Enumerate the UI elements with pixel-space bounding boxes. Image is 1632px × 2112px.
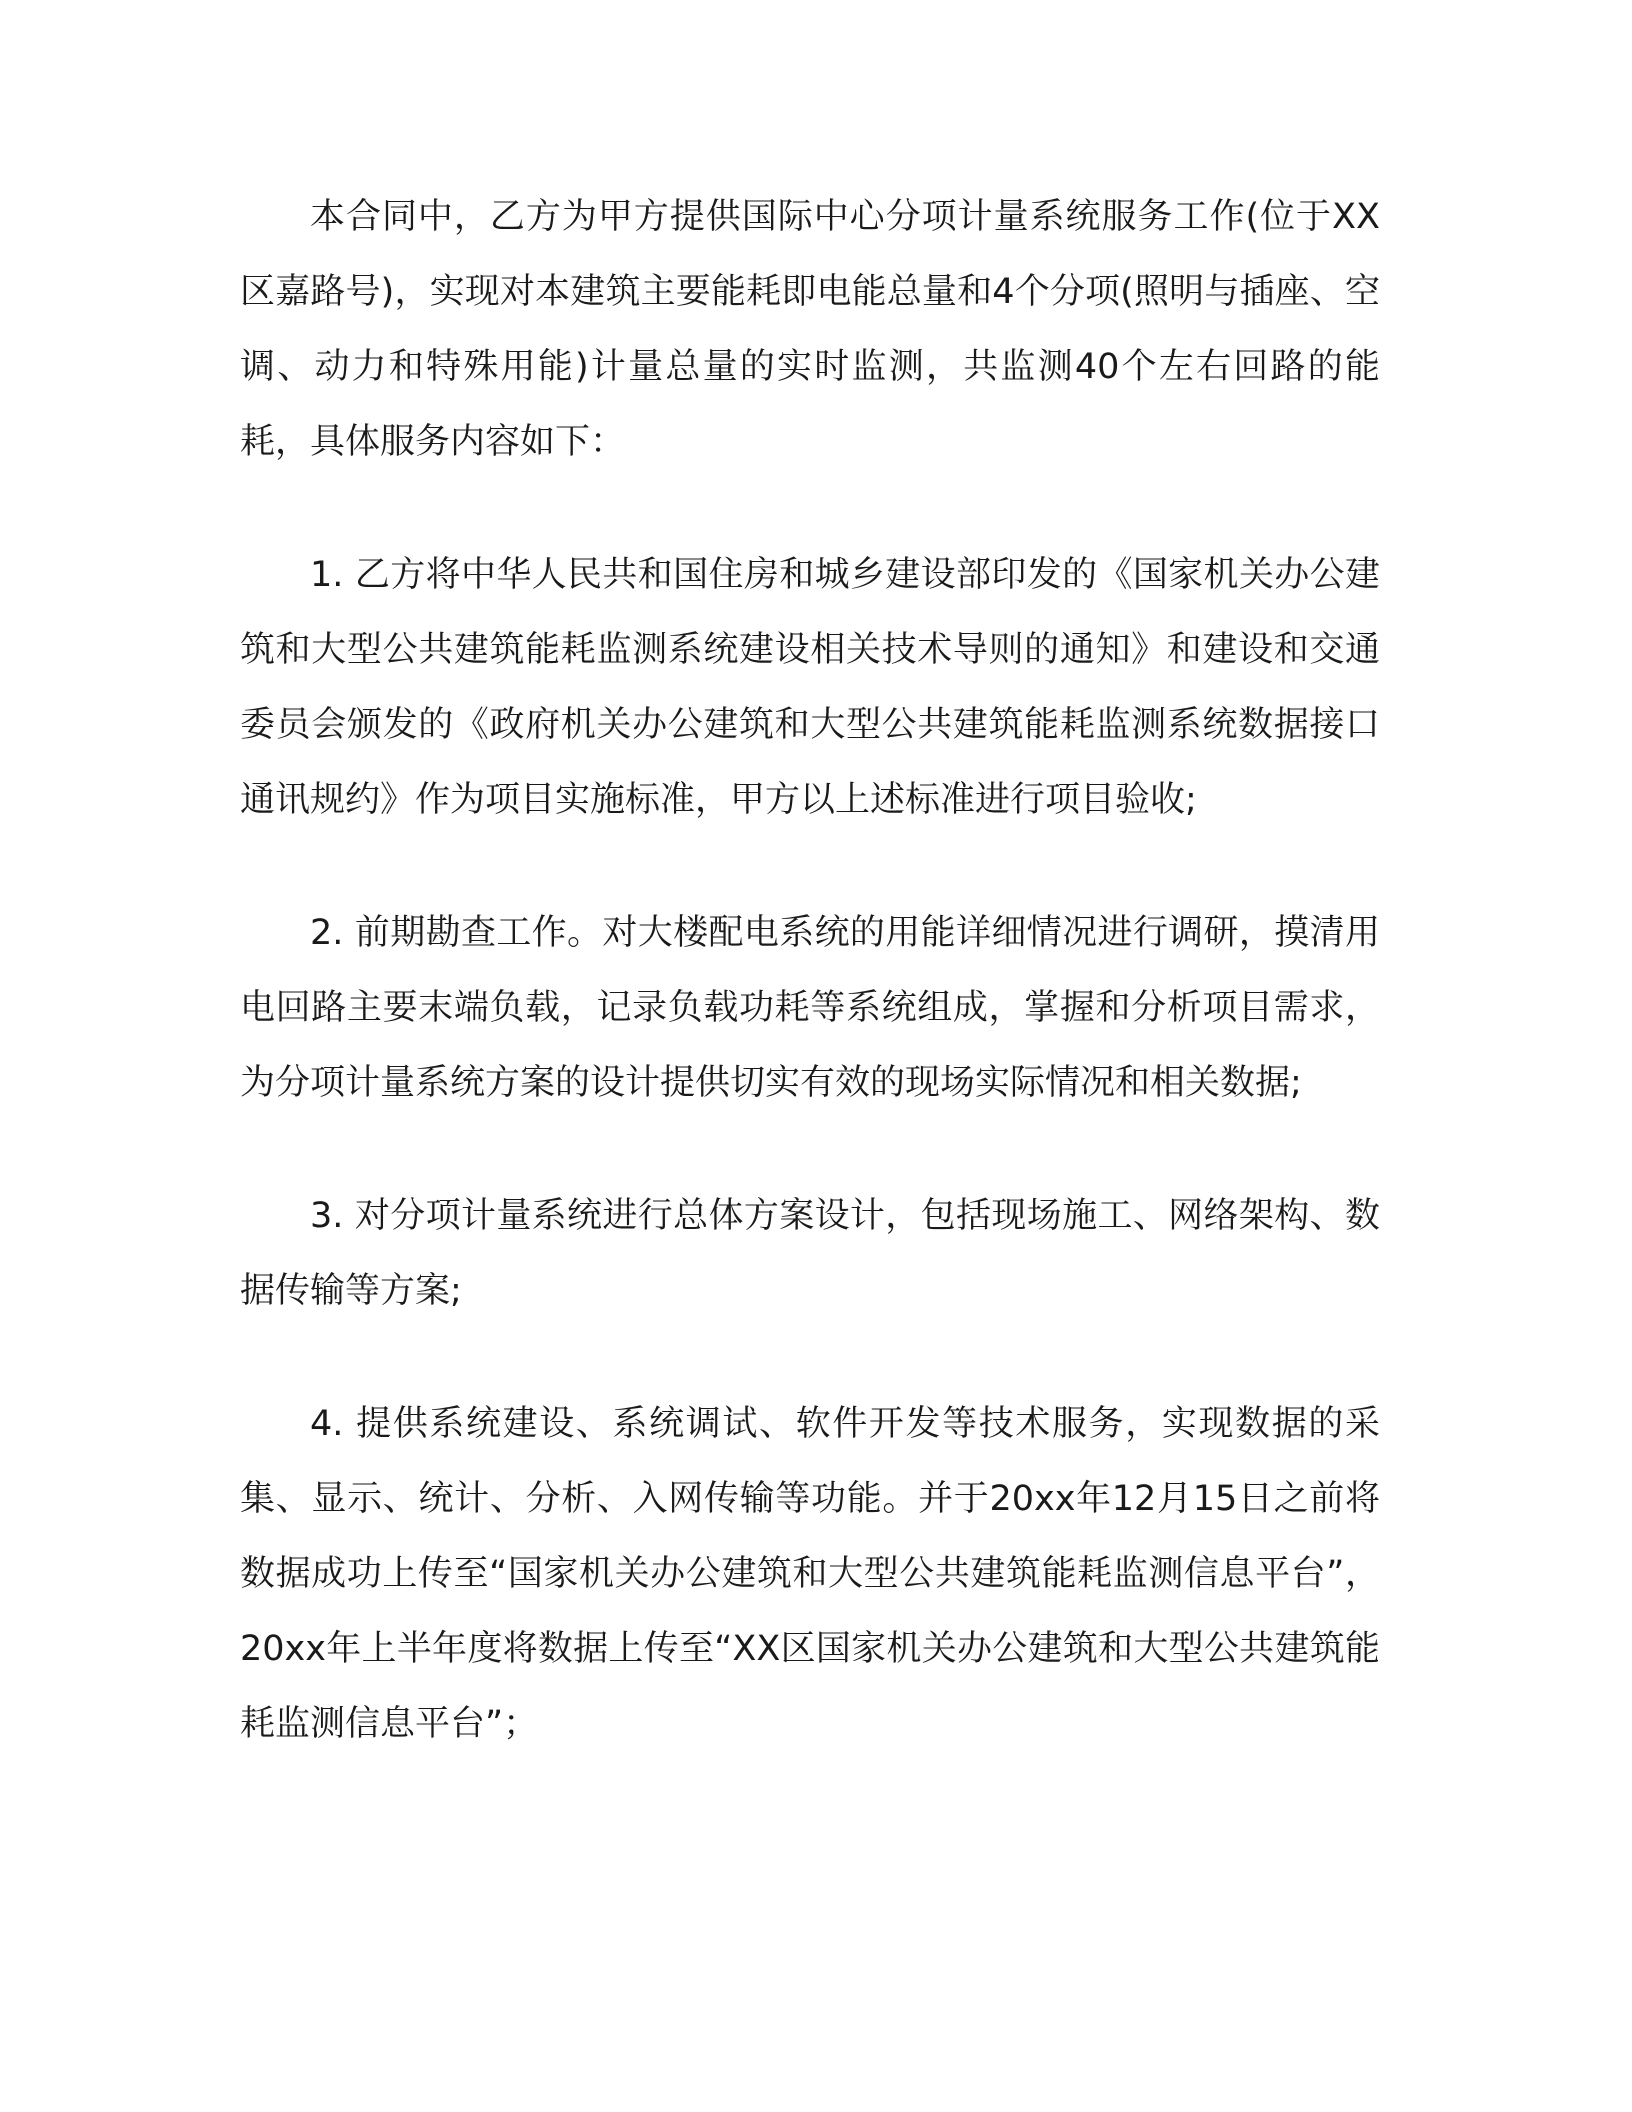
document-body [240,180,1380,1820]
clause-4-paragraph: 4. 提供系统建设、系统调试、软件开发等技术服务，实现数据的采集、显示、统计、分析、入网传输等功能。并于20xx年12月15日之前将数据成功上传至“国家机关办公建筑和大型公共建筑能耗监测信息平台”，20xx年上半年度将数据上传至“XX区国家机关办公建筑和大型公共建筑能耗监测信息平台”； [240,1404,1380,1744]
intro-paragraph: 本合同中，乙方为甲方提供国际中心分项计量系统服务工作(位于XX区嘉路号)，实现对本建筑主要能耗即电能总量和4个分项(照明与插座、空调、动力和特殊用能)计量总量的实时监测，共监测40个左右回路的能耗，具体服务内容如下： [240,197,1380,462]
clause-1-paragraph: 1. 乙方将中华人民共和国住房和城乡建设部印发的《国家机关办公建筑和大型公共建筑能耗监测系统建设相关技术导则的通知》和建设和交通委员会颁发的《政府机关办公建筑和大型公共建筑能耗监测系统数据接口通讯规约》作为项目实施标准，甲方以上述标准进行项目验收; [240,555,1380,820]
clause-3-paragraph: 3. 对分项计量系统进行总体方案设计，包括现场施工、网络架构、数据传输等方案; [240,1196,1380,1311]
clause-2-paragraph: 2. 前期勘查工作。对大楼配电系统的用能详细情况进行调研，摸清用电回路主要末端负载，记录负载功耗等系统组成，掌握和分析项目需求，为分项计量系统方案的设计提供切实有效的现场实际情况和相关数据; [240,913,1380,1103]
